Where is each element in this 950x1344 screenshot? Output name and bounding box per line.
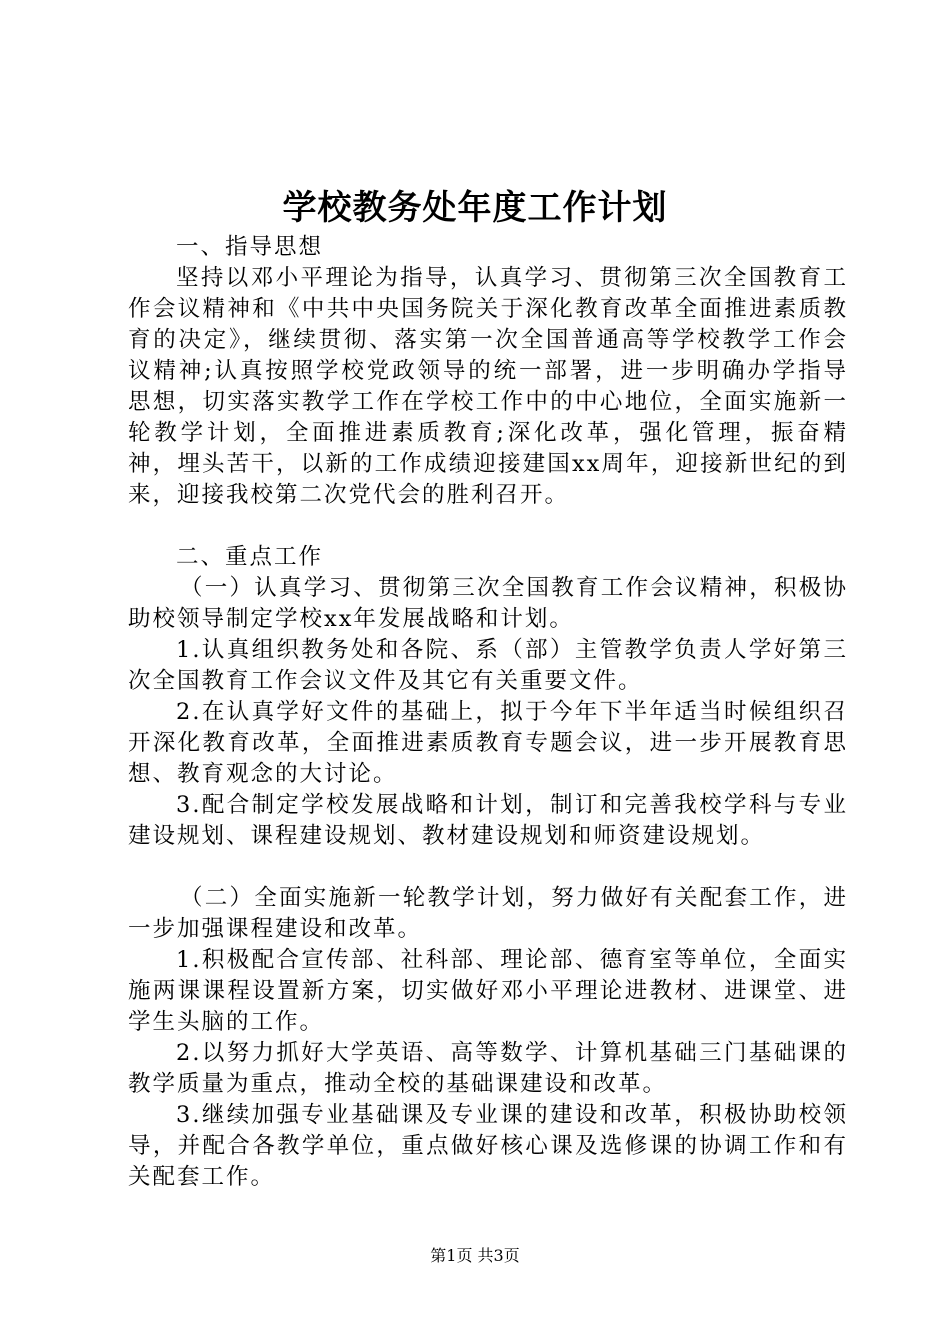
section-heading-key-work: 二、重点工作 [176,544,324,570]
part-two-item: 1.积极配合宣传部、社科部、理论部、德育室等单位，全面实施两课课程设置新方案，切实做好邓小平理论进教材、进课堂、进学生头脑的工作。 [128,947,848,1035]
part-one-item: 2.在认真学好文件的基础上，拟于今年下半年适当时候组织召开深化教育改革，全面推进素质教育专题会议，进一步开展教育思想、教育观念的大讨论。 [128,699,848,787]
part-one-heading: （一）认真学习、贯彻第三次全国教育工作会议精神，积极协助校领导制定学校xx年发展战略和计划。 [128,575,848,632]
guiding-ideology-paragraph: 坚持以邓小平理论为指导，认真学习、贯彻第三次全国教育工作会议精神和《中共中央国务院关于深化教育改革全面推进素质教育的决定》，继续贯彻、落实第一次全国普通高等学校教学工作会议精神;认真按照学校党政领导的统一部署，进一步明确办学指导思想，切实落实教学工作在学校工作中的中心地位，全面实施新一轮教学计划，全面推进素质教育;深化改革，强化管理，振奋精神，埋头苦干，以新的工作成绩迎接建国xx周年，迎接新世纪的到来，迎接我校第二次党代会的胜利召开。 [128,265,848,508]
paragraph-gap [128,511,848,542]
document-title: 学校教务处年度工作计划 [282,188,668,228]
part-one-item: 3.配合制定学校发展战略和计划，制订和完善我校学科与专业建设规划、课程建设规划、教材建设规划和师资建设规划。 [128,792,848,849]
page-number-footer: 第1页 共3页 [430,1246,520,1265]
document-body [128,232,848,1193]
part-one-item: 1.认真组织教务处和各院、系（部）主管教学负责人学好第三次全国教育工作会议文件及其它有关重要文件。 [128,637,848,694]
paragraph-gap [128,852,848,883]
part-two-item: 2.以努力抓好大学英语、高等数学、计算机基础三门基础课的教学质量为重点，推动全校的基础课建设和改革。 [128,1040,848,1097]
part-two-heading: （二）全面实施新一轮教学计划，努力做好有关配套工作，进一步加强课程建设和改革。 [128,885,848,942]
part-two-item: 3.继续加强专业基础课及专业课的建设和改革，积极协助校领导，并配合各教学单位，重点做好核心课及选修课的协调工作和有关配套工作。 [128,1102,848,1190]
section-heading-guiding-ideology: 一、指导思想 [176,234,324,260]
